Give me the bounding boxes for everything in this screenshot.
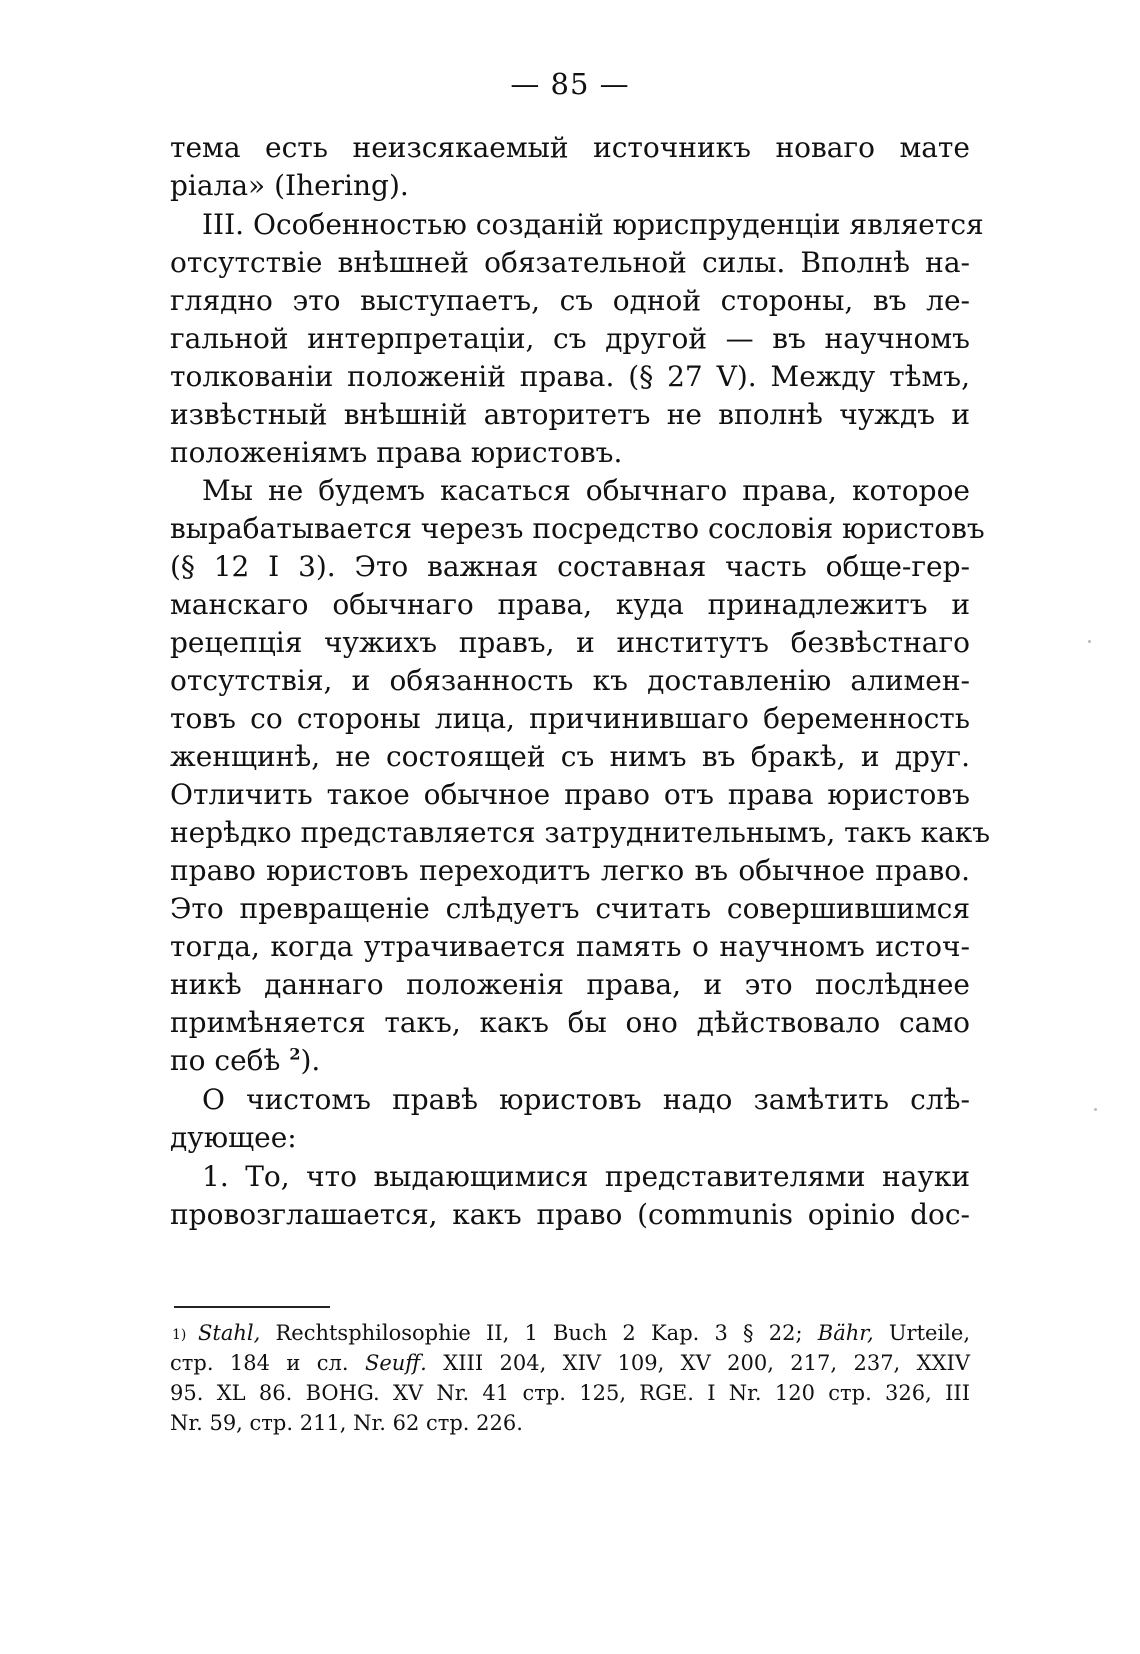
text-line: [170, 1041, 970, 1081]
footnote-author: Seuff.: [364, 1351, 427, 1375]
text-line: толкованіи положеній права. (§ 27 V). Между тѣмъ,: [170, 360, 970, 393]
text-line: вырабатывается черезъ посредство сословія юристовъ: [170, 512, 985, 545]
text-line: гальной интерпретаціи, съ другой — въ научномъ: [170, 322, 970, 355]
footnote-line: [170, 1348, 970, 1378]
text-line: ріала» (Ihering).: [170, 169, 409, 202]
text-line: женщинѣ, не состоящей съ нимъ въ бракѣ, и друг.: [170, 740, 970, 773]
footnote-reference: 2: [289, 1044, 301, 1064]
text-line: провозглашается, какъ право (communis opinio doc-: [170, 1198, 970, 1231]
text-line: право юристовъ переходитъ легко въ обычное право.: [170, 854, 970, 887]
text-line: извѣстный внѣшній авторитетъ не вполнѣ чуждъ и: [170, 398, 970, 431]
scan-speck: [1094, 1108, 1097, 1111]
text-line: дующее:: [170, 1121, 297, 1154]
text-line: рецепція чужихъ правъ, и институтъ безвѣстнаго: [170, 626, 970, 659]
footnote-text: XIII 204, XIV 109, XV 200, 217, 237, XXIV: [443, 1351, 970, 1375]
text-line: Отличить такое обычное право отъ права юристовъ: [170, 778, 970, 811]
scan-speck: [1088, 640, 1091, 643]
text-line: отсутствія, и обязанность къ доставленію алимен-: [170, 664, 970, 697]
text-line: III. Особенностью созданій юриспруденціи является: [202, 208, 984, 241]
footnote-line: Nr. 59, стр. 211, Nr. 62 стр. 226.: [170, 1411, 523, 1435]
text-line: тема есть неизсякаемый источникъ новаго мате: [170, 131, 970, 164]
footnote-author: Bähr,: [817, 1321, 874, 1345]
text-line: 1. То, что выдающимися представителями науки: [202, 1160, 970, 1193]
text-line: манскаго обычнаго права, куда принадлежитъ и: [170, 588, 970, 621]
footnote-text: Urteile,: [888, 1321, 970, 1345]
footnote-author: Stahl,: [198, 1321, 261, 1345]
footnote-marker: 1): [172, 1327, 187, 1343]
text-line: примѣняется такъ, какъ бы оно дѣйствовало само: [170, 1006, 970, 1039]
text-line: Мы не будемъ касаться обычнаго права, которое: [202, 474, 970, 507]
text-line: Это превращеніе слѣдуетъ считать совершившимся: [170, 892, 970, 925]
text-line: товъ со стороны лица, причинившаго беременность: [170, 702, 970, 735]
footnote-text: Rechtsphilosophie II, 1 Buch 2 Kap. 3 § 22;: [275, 1321, 803, 1345]
footnote-text: стр. 184 и сл.: [170, 1351, 349, 1375]
text-line: отсутствіе внѣшней обязательной силы. Вполнѣ на-: [170, 246, 970, 279]
text-line: глядно это выступаетъ, съ одной стороны, въ ле-: [170, 284, 970, 317]
text-line: нерѣдко представляется затруднительнымъ, такъ какъ: [170, 816, 991, 849]
footnote-line: 95. XL 86. BOHG. XV Nr. 41 стр. 125, RGE. I Nr. 120 стр. 326, III: [170, 1381, 970, 1405]
footnote-rule: [174, 1306, 330, 1308]
text-line: тогда, когда утрачивается память о научномъ источ-: [170, 930, 970, 963]
text-line: (§ 12 I 3). Это важная составная часть обще-гер-: [170, 550, 970, 583]
text-line: положеніямъ права юристовъ.: [170, 436, 623, 469]
text-fragment: ).: [300, 1044, 321, 1077]
footnote-line: [198, 1318, 970, 1348]
text-fragment: по себѣ: [170, 1044, 281, 1077]
page-number: — 85 —: [510, 67, 630, 101]
text-line: О чистомъ правѣ юристовъ надо замѣтить слѣ-: [202, 1083, 970, 1116]
text-line: никѣ даннаго положенія права, и это послѣднее: [170, 968, 970, 1001]
